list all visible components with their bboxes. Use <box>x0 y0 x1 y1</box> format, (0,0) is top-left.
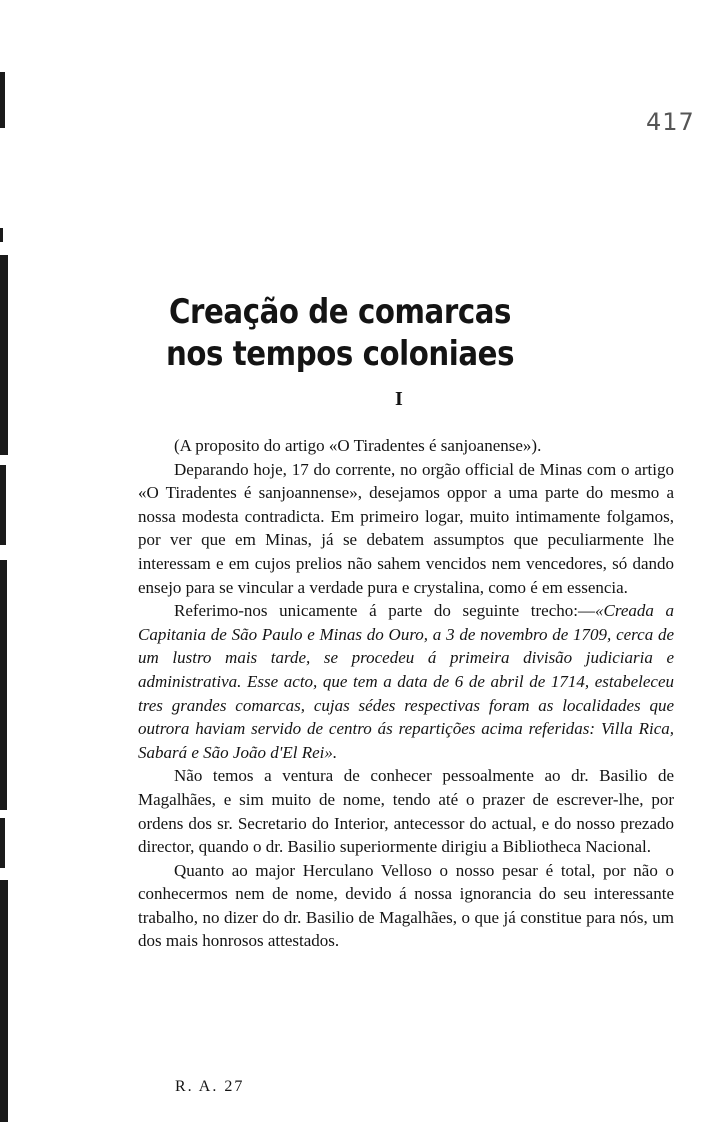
section-numeral: I <box>395 388 403 410</box>
quoted-excerpt: «Creada a Capitania de São Paulo e Minas do Ouro, a 3 de novembro de 1709, cerca de um lustro mais tarde, se procedeu á primeira divisão judiciaria e administrativa. Esse acto, que tem a data de 6 de abril de 1714, estabeleceu tres grandes comarcas, cujas sédes respectivas foram as localidades que outrora haviam servido de centro ás repartições acima referidas: Villa Rica, Sabará e São João d'El Rei». <box>138 601 675 762</box>
binding-edge-mark <box>0 255 8 455</box>
paragraph: Quanto ao major Herculano Velloso o nosso pesar é total, por não o conhecermos nem de nome, devido á nossa ignorancia do seu interessante trabalho, no dizer do dr. Basilio de Magalhães, o que já constitue para nós, um dos mais honrosos attestados. <box>138 860 674 951</box>
page-number: 417 <box>646 108 695 136</box>
article-body <box>138 434 674 953</box>
binding-edge-mark <box>0 880 8 1122</box>
binding-edge-mark <box>0 228 3 242</box>
page-title: Creação de comarcas nos tempos coloniaes <box>165 291 515 374</box>
paragraph: (A proposito do artigo «O Tiradentes é sanjoanense»). <box>174 436 542 455</box>
footer-signature: R. A. 27 <box>175 1078 245 1095</box>
binding-edge-mark <box>0 560 7 810</box>
quote-paragraph <box>138 599 674 764</box>
binding-edge-mark <box>0 818 5 868</box>
binding-edge-mark <box>0 465 6 545</box>
quote-lead: Referimo-nos unicamente á parte do seguinte trecho:— <box>174 601 595 621</box>
binding-edge-mark <box>0 72 5 128</box>
paragraph: Não temos a ventura de conhecer pessoalmente ao dr. Basilio de Magalhães, e sim muito de nome, tendo até o prazer de escrever-lhe, por ordens dos sr. Secretario do Interior, antecessor do actual, e do nosso prezado director, quando o dr. Basilio superiormente dirigiu a Bibliotheca Nacional. <box>138 766 674 857</box>
paragraph: Deparando hoje, 17 do corrente, no orgão official de Minas com o artigo «O Tiradentes é sanjoannense», desejamos oppor a uma parte do mesmo a nossa modesta contradicta. Em primeiro logar, muito intimamente folgamos, por ver que em Minas, já se debatem assumptos que peculiarmente lhe interessam e em cujos prelios não sahem vencidos nem vencedores, só dando ensejo para se vincular a verdade pura e crystalina, como é em essencia. <box>138 459 674 597</box>
